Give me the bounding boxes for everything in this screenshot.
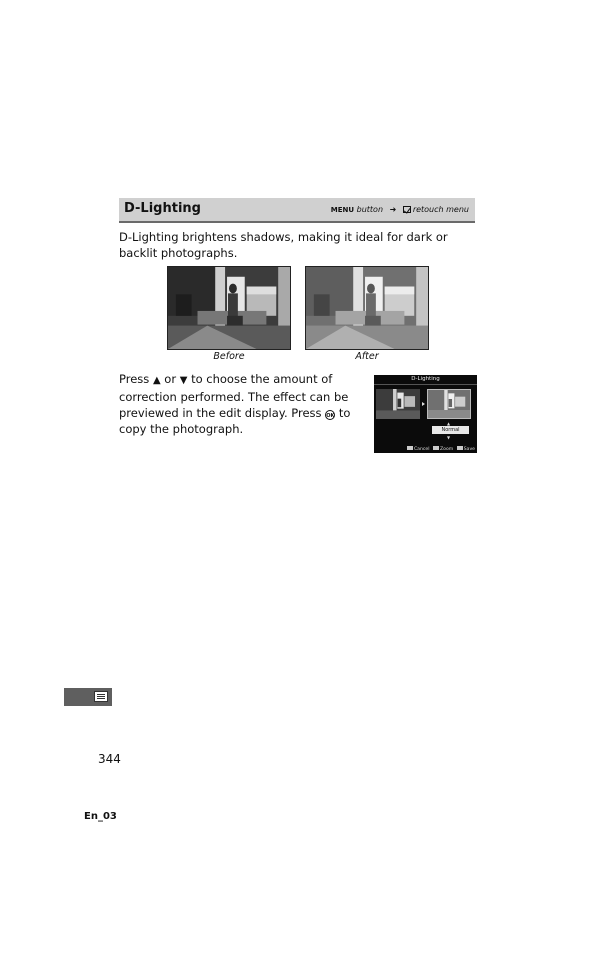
- monitor-save: [457, 447, 475, 452]
- camera-monitor-display: [374, 375, 477, 453]
- press-word: Press: [119, 372, 150, 386]
- button-word: button: [356, 205, 384, 214]
- cancel-button-icon: [407, 446, 413, 450]
- section-title: D-Lighting: [124, 201, 201, 216]
- instruction-end: to copy the photograph.: [119, 406, 351, 436]
- section-tab: [64, 688, 112, 706]
- after-photo: [305, 266, 429, 350]
- menu-list-icon: [94, 691, 108, 702]
- monitor-down-icon: ▼: [447, 435, 451, 440]
- original-thumbnail: [376, 389, 420, 419]
- monitor-title: D-Lighting: [411, 376, 440, 382]
- cancel-label: Cancel: [413, 447, 430, 452]
- menu-button-label: MENU: [330, 206, 355, 214]
- monitor-cancel: [407, 447, 430, 452]
- zoom-label: Zoom: [440, 447, 454, 452]
- arrow-icon: ➜: [389, 205, 397, 214]
- up-arrow-icon: ▲: [152, 375, 161, 386]
- before-caption: Before: [213, 351, 245, 362]
- monitor-zoom: [433, 447, 453, 452]
- page-number: 344: [98, 752, 121, 766]
- intro-paragraph: D-Lighting brightens shadows, making it ideal for dark or backlit photographs.: [119, 230, 448, 260]
- section-header: [119, 198, 475, 223]
- monitor-divider: [374, 384, 477, 385]
- footer-code: En_03: [84, 811, 117, 822]
- instruction-text: to choose the amount of correction performed. The effect can be previewed in the edit display. Press: [119, 372, 349, 420]
- save-label: Save: [463, 447, 475, 452]
- menu-name: retouch menu: [412, 205, 469, 214]
- or-word: or: [164, 372, 177, 386]
- zoom-button-icon: [433, 446, 439, 450]
- retouch-icon: [403, 206, 411, 213]
- down-arrow-icon: ▼: [179, 375, 188, 386]
- menu-path: [331, 205, 469, 214]
- monitor-up-icon: ▲: [447, 421, 451, 426]
- pointer-icon: [422, 402, 425, 406]
- save-button-icon: [457, 446, 463, 450]
- before-photo: [167, 266, 291, 350]
- ok-button-icon: OK: [325, 410, 335, 420]
- after-caption: After: [355, 351, 379, 362]
- monitor-footer: [374, 446, 477, 452]
- preview-thumbnail: [427, 389, 471, 419]
- instruction-paragraph: [119, 371, 369, 437]
- amount-selector[interactable]: Normal: [432, 426, 469, 434]
